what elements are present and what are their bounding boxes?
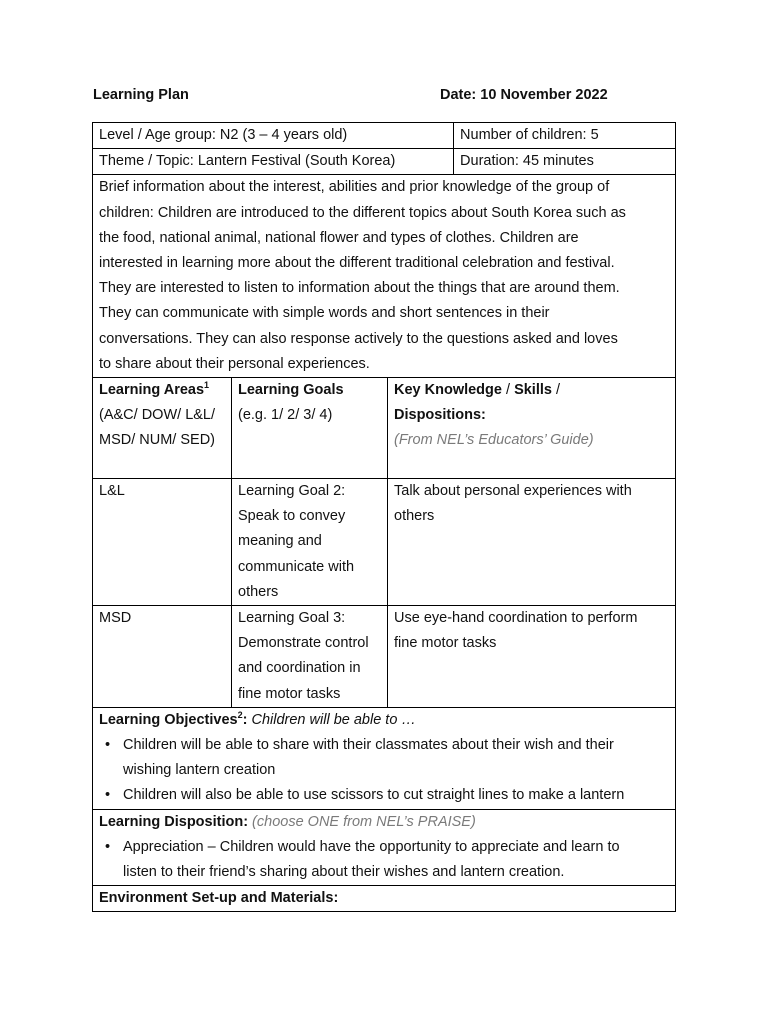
learning-goals-example: (e.g. 1/ 2/ 3/ 4) (238, 407, 333, 424)
learning-plan-table (92, 122, 676, 912)
goal-line: Speak to convey (238, 508, 346, 525)
areas-header-row (93, 378, 676, 479)
document-header (93, 87, 683, 107)
learning-areas-options: MSD/ NUM/ SED) (99, 432, 215, 449)
level-cell: Level / Age group: N2 (3 – 4 years old) (93, 123, 454, 149)
goal-row-msd (93, 606, 676, 708)
list-item-line: listen to their friend’s sharing about their wishes and lantern creation. (123, 864, 565, 881)
environment-cell: Environment Set-up and Materials: (93, 886, 676, 912)
objectives-title: Learning Objectives (99, 711, 238, 728)
knowledge-line: Talk about personal experiences with (394, 483, 632, 500)
goal-description (232, 479, 388, 606)
document-title: Learning Plan (93, 87, 189, 103)
disposition-row (93, 809, 676, 886)
theme-cell: Theme / Topic: Lantern Festival (South Korea) (93, 149, 454, 175)
goal-line: fine motor tasks (238, 685, 341, 702)
goal-knowledge (388, 606, 676, 708)
brief-line: They are interested to listen to information about the things that are around them. (99, 280, 620, 297)
key-knowledge-title: Key Knowledge (394, 382, 502, 399)
brief-line: interested in learning more about the different traditional celebration and festival. (99, 255, 615, 272)
brief-line: children: Children are introduced to the different topics about South Korea such as (99, 204, 626, 221)
separator: / (551, 382, 561, 399)
document-date: Date: 10 November 2022 (440, 87, 608, 103)
objectives-row (93, 707, 676, 809)
brief-line: the food, national animal, national flower and types of clothes. Children are (99, 229, 579, 246)
level-row (93, 123, 676, 149)
disposition-note: (choose ONE from NEL’s PRAISE) (248, 813, 476, 830)
knowledge-line: fine motor tasks (394, 635, 497, 652)
duration-cell: Duration: 45 minutes (454, 149, 676, 175)
goal-line: Learning Goal 3: (238, 610, 346, 627)
objectives-list (99, 733, 669, 809)
goal-knowledge (388, 479, 676, 606)
list-item (123, 783, 669, 808)
footnote-marker: 2 (237, 710, 243, 721)
knowledge-line: others (394, 508, 435, 525)
knowledge-line: Use eye-hand coordination to perform (394, 610, 638, 627)
goal-line: communicate with (238, 558, 355, 575)
goal-line: others (238, 583, 279, 600)
brief-line: to share about their personal experiences. (99, 355, 370, 372)
goal-area: MSD (93, 606, 232, 708)
list-item (123, 733, 669, 783)
brief-line: Brief information about the interest, abilities and prior knowledge of the group of (99, 179, 610, 196)
learning-areas-title: Learning Areas (99, 382, 205, 399)
disposition-list (99, 835, 669, 885)
brief-info-cell (93, 175, 676, 378)
goal-line: Learning Goal 2: (238, 483, 346, 500)
goal-line: meaning and (238, 533, 322, 550)
goal-area: L&L (93, 479, 232, 606)
learning-disposition-cell (93, 809, 676, 886)
theme-row (93, 149, 676, 175)
list-item-line: • Children will be able to share with their classmates about their wish and their (123, 737, 614, 754)
list-item-line: • Appreciation – Children would have the opportunity to appreciate and learn to (123, 838, 620, 855)
learning-goals-header (232, 378, 388, 479)
skills-title: Skills (514, 382, 552, 399)
learning-goals-title: Learning Goals (238, 382, 344, 399)
objectives-colon: : (242, 711, 248, 728)
goal-line: Demonstrate control (238, 635, 369, 652)
brief-line: They can communicate with simple words and short sentences in their (99, 305, 550, 322)
goal-description (232, 606, 388, 708)
key-knowledge-header (388, 378, 676, 479)
objectives-intro: Children will be able to … (247, 711, 416, 728)
brief-row (93, 175, 676, 378)
learning-objectives-cell (93, 707, 676, 809)
goal-line: and coordination in (238, 660, 361, 677)
goal-row-ll (93, 479, 676, 606)
environment-row (93, 886, 676, 912)
footnote-marker: 1 (204, 380, 210, 391)
list-item-line: • Children will also be able to use scissors to cut straight lines to make a lantern (123, 787, 625, 804)
list-item-line: wishing lantern creation (123, 762, 276, 779)
learning-areas-header (93, 378, 232, 479)
children-count-cell: Number of children: 5 (454, 123, 676, 149)
learning-areas-options: (A&C/ DOW/ L&L/ (99, 407, 216, 424)
separator: / (501, 382, 515, 399)
list-item (123, 835, 669, 885)
educators-guide-note: (From NEL’s Educators’ Guide) (394, 432, 594, 449)
dispositions-title: Dispositions: (394, 407, 486, 424)
disposition-title: Learning Disposition: (99, 813, 249, 830)
brief-line: conversations. They can also response actively to the questions asked and loves (99, 330, 618, 347)
